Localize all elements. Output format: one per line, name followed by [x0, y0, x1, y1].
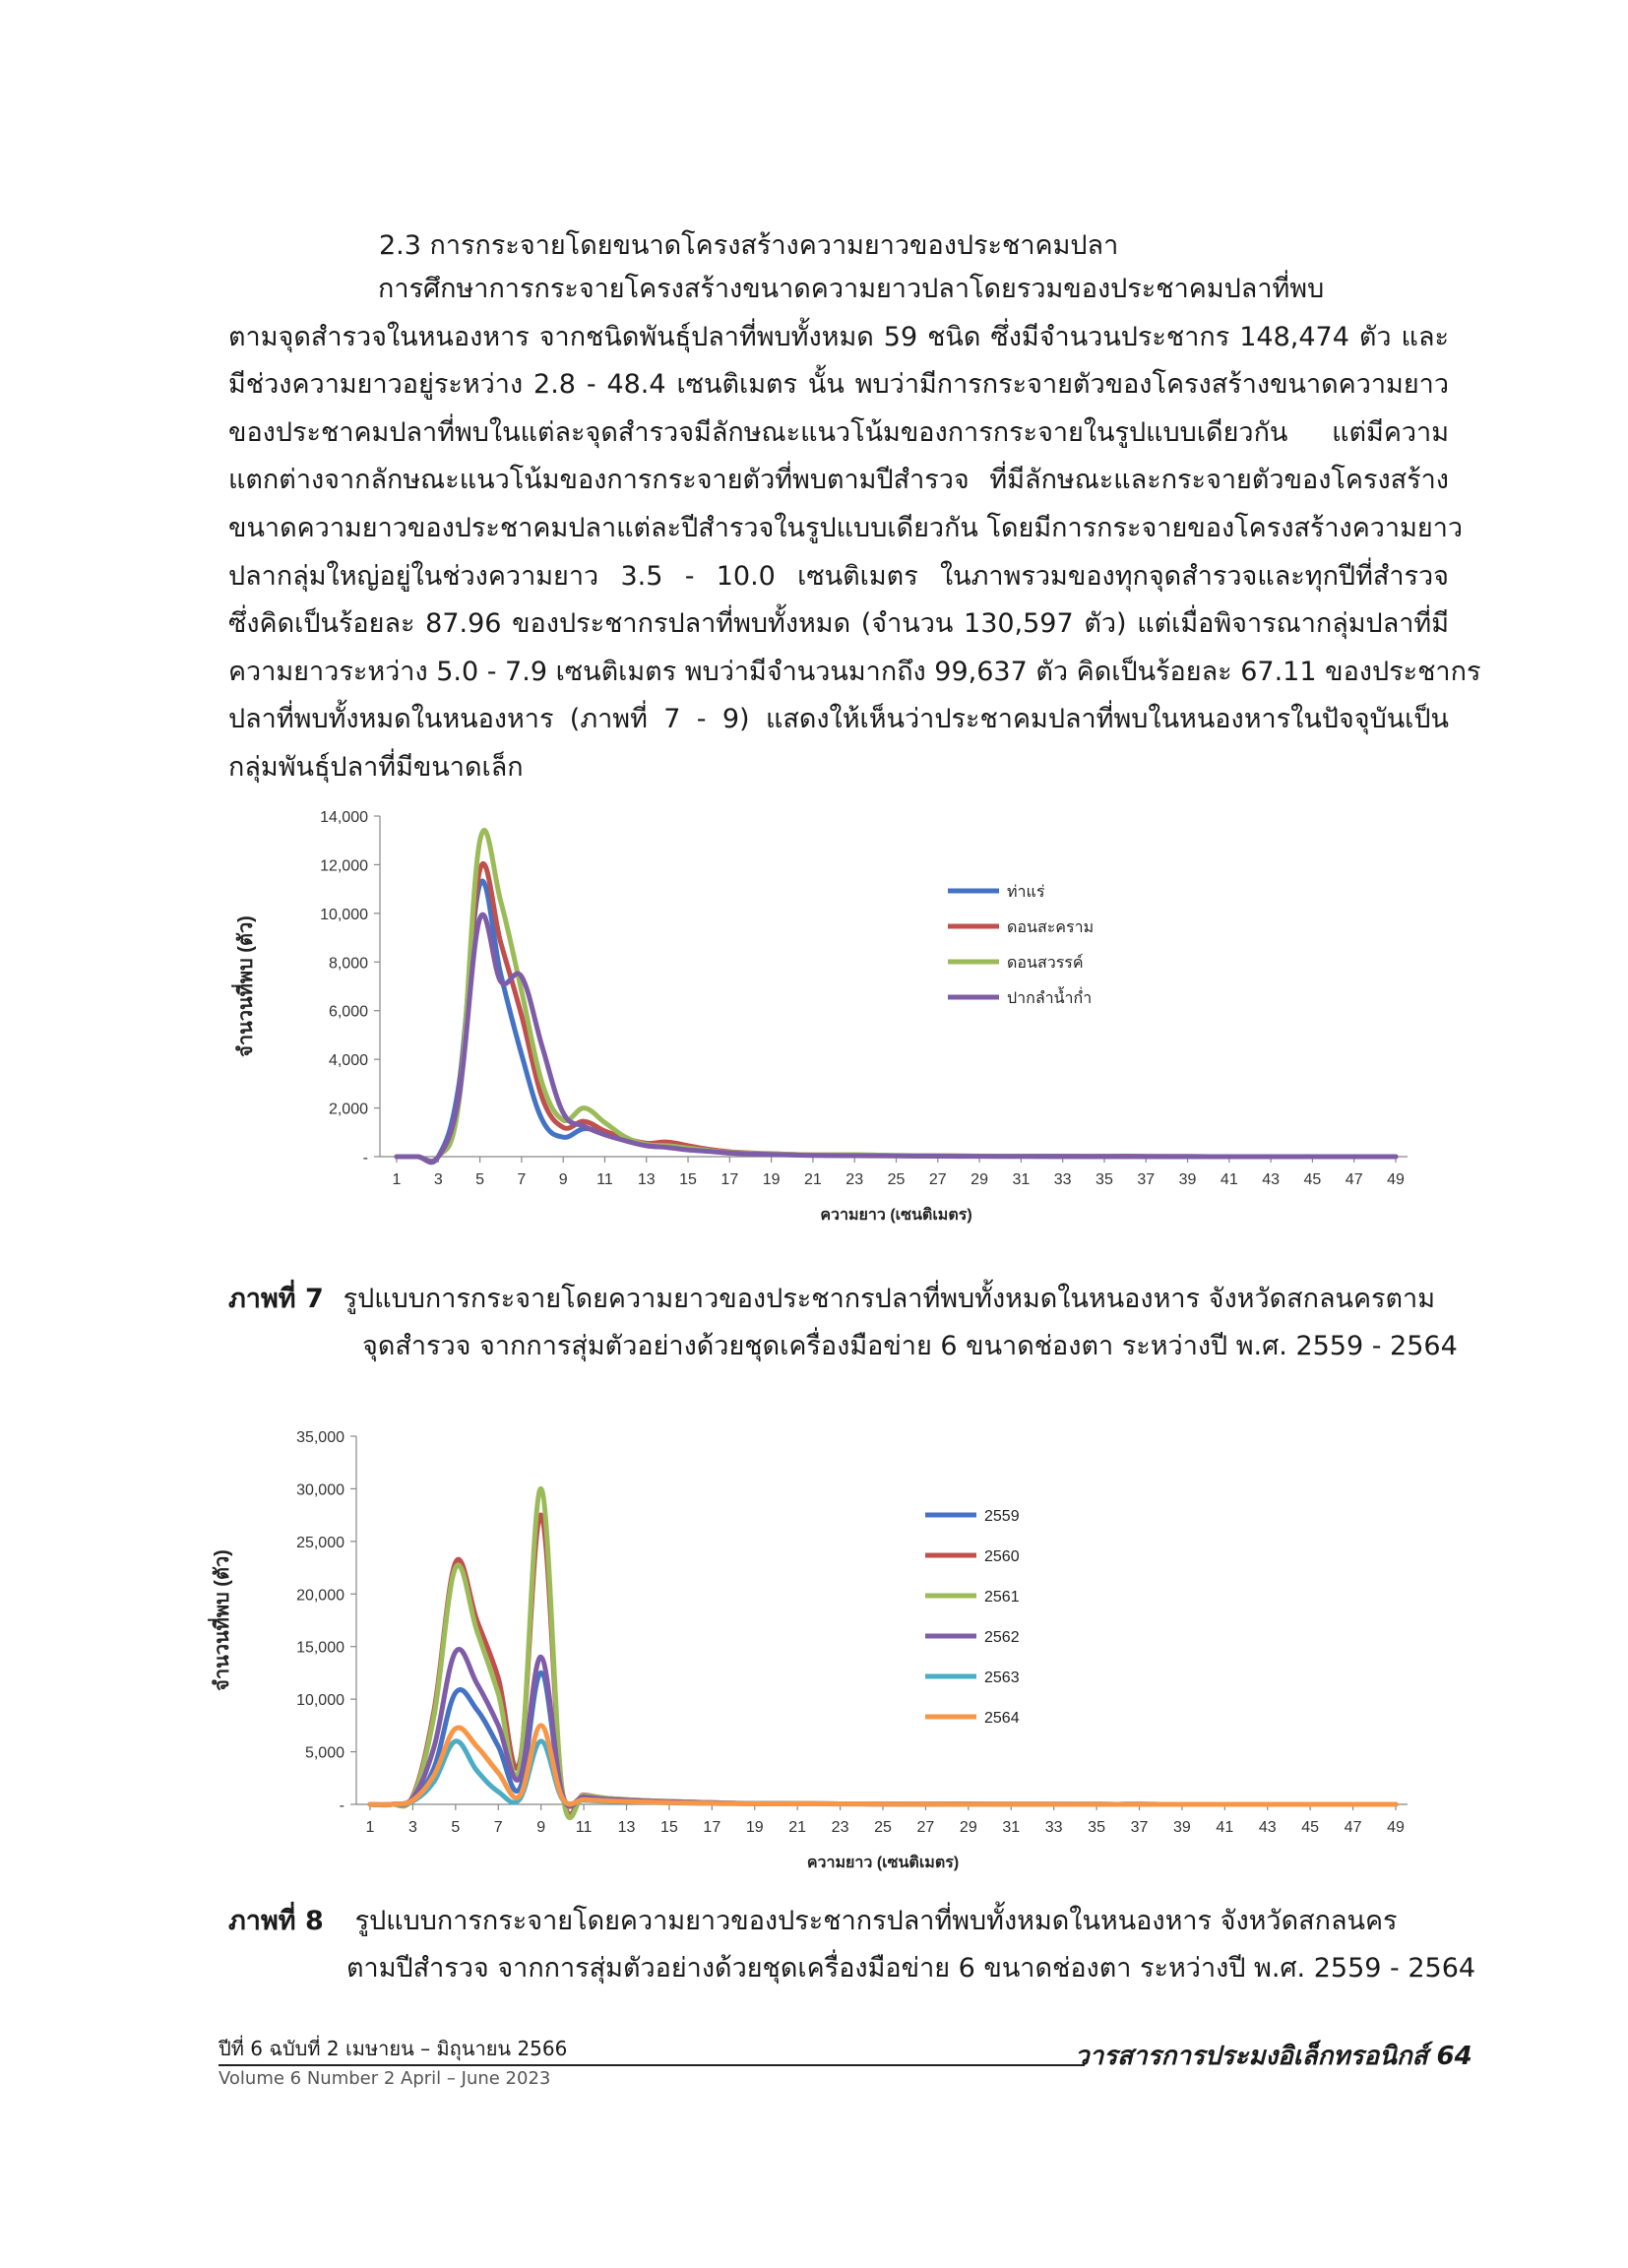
x-tick-label: 19 [745, 1819, 764, 1836]
legend-label: ดอนสวรรค์ [1007, 955, 1084, 972]
x-tick-label: 25 [874, 1819, 892, 1836]
series-line [397, 914, 1396, 1162]
x-tick-label: 37 [1137, 1171, 1156, 1188]
x-tick-label: 15 [660, 1819, 678, 1836]
x-tick-label: 3 [407, 1819, 417, 1836]
figure7-label: ภาพที่ 7 [228, 1284, 324, 1314]
legend-label: 2562 [984, 1629, 1020, 1646]
body-paragraph [228, 266, 1481, 792]
series-line [397, 863, 1396, 1162]
x-tick-label: 29 [971, 1171, 988, 1188]
footer-volume: Volume 6 Number 2 April – June 2023 [219, 2068, 551, 2089]
x-tick-label: 13 [637, 1171, 656, 1188]
y-axis-title: จำนวนที่พบ (ตัว) [235, 915, 257, 1057]
y-tick-label: 35,000 [296, 1429, 344, 1446]
x-tick-label: 41 [1216, 1819, 1234, 1836]
y-tick-label: 15,000 [296, 1639, 344, 1657]
paragraph-line: ปลาที่พบทั้งหมดในหนองหาร (ภาพที่ 7 - 9) แสดงให้เห็นว่าประชาคมปลาที่พบในหนองหารในปัจจุบันเป็น [228, 704, 1449, 735]
x-tick-label: 49 [1387, 1819, 1405, 1836]
paragraph-line: ซึ่งคิดเป็นร้อยละ 87.96 ของประชากรปลาที่พบทั้งหมด (จำนวน 130,597 ตัว) แต่เมื่อพิจารณากลุ่มปลาที่มี [228, 608, 1449, 640]
legend-label: 2563 [984, 1670, 1020, 1686]
y-axis-title: จำนวนที่พบ (ตัว) [212, 1549, 233, 1691]
x-tick-label: 25 [887, 1171, 906, 1188]
paragraph-line: ปลากลุ่มใหญ่อยู่ในช่วงความยาว 3.5 - 10.0 เซนติเมตร ในภาพรวมของทุกจุดสำรวจและทุกปีที่สำรวจ [228, 560, 1449, 592]
x-tick-label: 35 [1088, 1819, 1105, 1836]
x-tick-label: 39 [1173, 1819, 1191, 1836]
footer-issue: ปีที่ 6 ฉบับที่ 2 เมษายน – มิถุนายน 2566 [219, 2037, 568, 2060]
x-tick-label: 45 [1303, 1171, 1322, 1188]
footer-rule [219, 2064, 1085, 2066]
x-tick-label: 39 [1178, 1171, 1197, 1188]
series-line [397, 830, 1396, 1161]
x-tick-label: 9 [558, 1171, 568, 1188]
x-tick-label: 1 [392, 1171, 402, 1188]
legend-label: ดอนสะคราม [1007, 919, 1095, 936]
x-tick-label: 33 [1044, 1819, 1063, 1836]
series-line [370, 1741, 1396, 1804]
x-tick-label: 47 [1344, 1819, 1362, 1836]
x-tick-label: 17 [720, 1171, 739, 1188]
x-tick-label: 17 [703, 1819, 721, 1836]
paragraph-line: ตามจุดสำรวจในหนองหาร จากชนิดพันธุ์ปลาที่พบทั้งหมด 59 ชนิด ซึ่งมีจำนวนประชากร 148,474 ตัว และ [228, 321, 1449, 352]
y-tick-label: 2,000 [328, 1101, 368, 1118]
x-tick-label: 21 [788, 1819, 807, 1836]
y-tick-label: - [339, 1797, 344, 1814]
x-tick-label: 27 [916, 1819, 935, 1836]
series-line [370, 1488, 1396, 1817]
y-tick-label: 6,000 [328, 1003, 368, 1021]
x-tick-label: 5 [451, 1819, 461, 1836]
x-tick-label: 7 [493, 1819, 503, 1836]
x-tick-label: 37 [1130, 1819, 1149, 1836]
x-axis-title: ความยาว (เซนติเมตร) [806, 1855, 960, 1871]
legend-label: ท่าแร่ [1007, 884, 1045, 901]
paragraph-line: แตกต่างจากลักษณะแนวโน้มของการกระจายตัวที่พบตามปีสำรวจ ที่มีลักษณะและกระจายตัวของโครงสร้าง [228, 465, 1449, 496]
paragraph-line: กลุ่มพันธุ์ปลาที่มีขนาดเล็ก [228, 751, 524, 783]
x-axis-title: ความยาว (เซนติเมตร) [820, 1207, 972, 1224]
y-tick-label: 12,000 [320, 857, 368, 875]
figure8-caption-line2: ตามปีสำรวจ จากการสุ่มตัวอย่างด้วยชุดเครื่องมือข่าย 6 ขนาดช่องตา ระหว่างปี พ.ศ. 2559 - 2564 [346, 1953, 1476, 1984]
legend-label: 2559 [984, 1508, 1020, 1525]
x-tick-label: 23 [831, 1819, 849, 1836]
paragraph-line: ของประชาคมปลาที่พบในแต่ละจุดสำรวจมีลักษณะแนวโน้มของการกระจายในรูปแบบเดียวกัน แต่มีความ [228, 416, 1449, 448]
x-tick-label: 31 [1002, 1819, 1021, 1836]
series-line [370, 1650, 1396, 1807]
x-tick-label: 7 [517, 1171, 527, 1188]
x-tick-label: 41 [1220, 1171, 1238, 1188]
y-tick-label: 30,000 [296, 1481, 344, 1499]
x-tick-label: 19 [762, 1171, 781, 1188]
figure8-caption-line1: รูปแบบการกระจายโดยความยาวของประชากรปลาที่พบทั้งหมดในหนองหาร จังหวัดสกลนคร [354, 1906, 1398, 1936]
x-tick-label: 35 [1096, 1171, 1113, 1188]
legend-label: ปากลำน้ำก่ำ [1007, 990, 1093, 1007]
section-heading: 2.3 การกระจายโดยขนาดโครงสร้างความยาวของประชาคมปลา [379, 230, 1119, 261]
series-line [370, 1726, 1396, 1804]
y-tick-label: - [362, 1150, 368, 1166]
x-tick-label: 15 [679, 1171, 697, 1188]
x-tick-label: 45 [1301, 1819, 1320, 1836]
x-tick-label: 3 [433, 1171, 443, 1188]
x-tick-label: 43 [1262, 1171, 1281, 1188]
paragraph-line: ขนาดความยาวของประชาคมปลาแต่ละปีสำรวจในรูปแบบเดียวกัน โดยมีการกระจายของโครงสร้างความยาว [228, 512, 1464, 543]
series-line [370, 1672, 1396, 1805]
paragraph-line: การศึกษาการกระจายโครงสร้างขนาดความยาวปลาโดยรวมของประชาคมปลาที่พบ [378, 274, 1325, 304]
figure8-label: ภาพที่ 8 [228, 1906, 324, 1936]
x-tick-label: 21 [804, 1171, 822, 1188]
y-tick-label: 10,000 [320, 906, 368, 923]
x-tick-label: 11 [575, 1819, 593, 1836]
legend-label: 2564 [984, 1710, 1020, 1727]
y-tick-label: 8,000 [328, 955, 368, 973]
figure7-caption-line1: รูปแบบการกระจายโดยความยาวของประชากรปลาที่พบทั้งหมดในหนองหาร จังหวัดสกลนครตาม [343, 1284, 1436, 1314]
y-tick-label: 14,000 [320, 809, 368, 826]
figure7-caption-line2: จุดสำรวจ จากการสุ่มตัวอย่างด้วยชุดเครื่องมือข่าย 6 ขนาดช่องตา ระหว่างปี พ.ศ. 2559 - 2564 [362, 1331, 1458, 1361]
y-tick-label: 5,000 [304, 1744, 344, 1762]
paragraph-line: ความยาวระหว่าง 5.0 - 7.9 เซนติเมตร พบว่ามีจำนวนมากถึง 99,637 ตัว คิดเป็นร้อยละ 67.11 ของประชากร [228, 656, 1481, 687]
series-line [370, 1515, 1396, 1814]
legend-label: 2561 [984, 1589, 1020, 1606]
x-tick-label: 13 [617, 1819, 636, 1836]
figure8-caption [228, 1898, 1476, 1992]
x-tick-label: 1 [365, 1819, 375, 1836]
x-tick-label: 43 [1258, 1819, 1277, 1836]
x-tick-label: 31 [1012, 1171, 1031, 1188]
legend-label: 2560 [984, 1548, 1020, 1565]
x-tick-label: 5 [475, 1171, 485, 1188]
paragraph-line: มีช่วงความยาวอยู่ระหว่าง 2.8 - 48.4 เซนติเมตร นั้น พบว่ามีการกระจายตัวของโครงสร้างขนาดความยาว [228, 369, 1449, 401]
figure7-caption [228, 1276, 1459, 1370]
x-tick-label: 47 [1345, 1171, 1363, 1188]
x-tick-label: 49 [1387, 1171, 1405, 1188]
series-line [397, 881, 1396, 1163]
footer-journal: วารสารการประมงอิเล็กทรอนิกส์ 64 [1075, 2042, 1472, 2071]
x-tick-label: 9 [536, 1819, 546, 1836]
figure8-chart [207, 1429, 1408, 1871]
x-tick-label: 27 [928, 1171, 947, 1188]
x-tick-label: 11 [596, 1171, 613, 1188]
y-tick-label: 4,000 [328, 1052, 368, 1070]
y-tick-label: 25,000 [296, 1534, 344, 1551]
y-tick-label: 20,000 [296, 1587, 344, 1605]
x-tick-label: 23 [845, 1171, 864, 1188]
x-tick-label: 29 [959, 1819, 977, 1836]
x-tick-label: 33 [1053, 1171, 1072, 1188]
y-tick-label: 10,000 [296, 1692, 344, 1710]
